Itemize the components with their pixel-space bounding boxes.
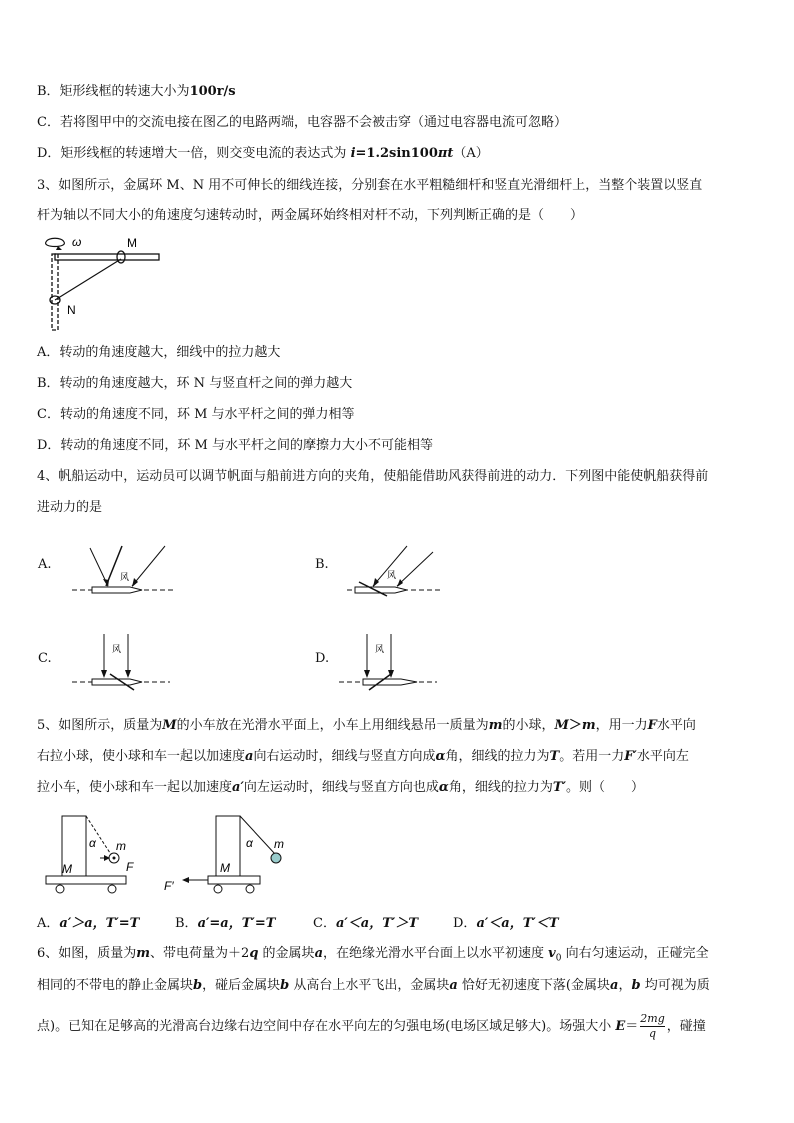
q5-option-d: D．a′＜a，T′＜T bbox=[453, 916, 559, 931]
q3-figure bbox=[38, 232, 168, 332]
q5-f2-m: m bbox=[274, 837, 284, 851]
q3-option-c: C．转动的角速度不同，环 M 与水平杆之间的弹力相等 bbox=[37, 407, 355, 422]
q5-f2-F: F′ bbox=[164, 879, 174, 893]
q6-stem-line2: 相同的不带电的静止金属块b，碰后金属块b 从高台上水平飞出，金属块a 恰好无初速度下落(金属块a，b 均可视为质 bbox=[37, 978, 710, 993]
q3-option-d: D．转动的角速度不同，环 M 与水平杆之间的摩擦力大小不可能相等 bbox=[37, 438, 433, 453]
q4-label-d: D. bbox=[315, 651, 330, 666]
q6-stem-line3: 点)。已知在足够高的光滑高台边缘右边空间中存在水平向左的匀强电场(电场区域足够大)。场强大小 E＝ $\frac{2mg}{q}$ ，碰撞 bbox=[37, 1012, 706, 1040]
q5-option-c: C．a′＜a，T′＞T bbox=[313, 916, 419, 931]
q5-f1-alpha: α bbox=[89, 836, 96, 850]
q3-option-b: B．转动的角速度越大，环 N 与竖直杆之间的弹力越大 bbox=[37, 376, 353, 391]
q5-figure-1 bbox=[40, 810, 150, 900]
q2-option-b: B．矩形线框的转速大小为100r/s bbox=[37, 84, 236, 99]
q5-option-a: A．a′＞a，T′=T bbox=[37, 916, 140, 931]
q3-ring-n-label: N bbox=[67, 303, 76, 317]
q5-f1-F: F bbox=[126, 860, 134, 874]
q4-label-b: B. bbox=[315, 557, 329, 572]
q5-f2-alpha: α bbox=[246, 836, 253, 850]
q4-figure-a bbox=[70, 540, 180, 600]
q5-figure-2 bbox=[160, 810, 300, 900]
q3-ring-m-label: M bbox=[127, 236, 137, 250]
q4-stem-line1: 4、帆船运动中，运动员可以调节帆面与船前进方向的夹角，使船能借助风获得前进的动力．下列图中能使帆船获得前 bbox=[37, 469, 709, 484]
q5-option-b: B．a′=a，T′=T bbox=[175, 916, 276, 931]
q5-f1-m: m bbox=[116, 839, 126, 853]
q2-option-d: D．矩形线框的转速增大一倍，则交变电流的表达式为 i=1.2sin100πt（A） bbox=[37, 146, 489, 161]
q3-stem-line1: 3、如图所示，金属环 M、N 用不可伸长的细线连接，分别套在水平粗糙细杆和竖直光滑细杆上，当整个装置以竖直 bbox=[37, 178, 703, 193]
q5-f1-M: M bbox=[62, 862, 72, 876]
q4-label-a: A. bbox=[38, 557, 52, 572]
q5-f2-M: M bbox=[220, 861, 230, 875]
q4-wind-label-b: 风 bbox=[387, 570, 397, 580]
q3-omega-label: ω bbox=[72, 235, 82, 249]
q6-stem-line1: 6、如图，质量为m、带电荷量为＋2q 的金属块a，在绝缘光滑水平台面上以水平初速度 $v_0$ 向右匀速运动，正碰完全 bbox=[37, 946, 709, 964]
q4-stem-line2: 进动力的是 bbox=[37, 500, 103, 515]
q5-stem-line1: 5、如图所示，质量为M的小车放在光滑水平面上，小车上用细线悬吊一质量为m的小球，M＞m，用一力F水平向 bbox=[37, 718, 696, 733]
q4-figure-d bbox=[337, 632, 447, 696]
q4-wind-label-c: 风 bbox=[112, 644, 122, 654]
q4-figure-c bbox=[70, 632, 180, 696]
q2-option-c: C．若将图甲中的交流电接在图乙的电路两端，电容器不会被击穿（通过电容器电流可忽略） bbox=[37, 115, 567, 130]
q5-stem-line2: 右拉小球，使小球和车一起以加速度a向右运动时，细线与竖直方向成α角，细线的拉力为T。若用一力F′水平向左 bbox=[37, 749, 689, 764]
q4-label-c: C. bbox=[38, 651, 52, 666]
q3-stem-line2: 杆为轴以不同大小的角速度匀速转动时，两金属环始终相对杆不动，下列判断正确的是（ ） bbox=[37, 208, 584, 223]
q4-wind-label-d: 风 bbox=[375, 644, 385, 654]
q6-field-fraction: $\frac{2mg}{q}$ bbox=[640, 1012, 665, 1040]
q5-stem-line3: 拉小车，使小球和车一起以加速度a′向左运动时，细线与竖直方向也成α角，细线的拉力为T′。则（ ） bbox=[37, 780, 645, 795]
q4-figure-b bbox=[345, 540, 455, 600]
q3-option-a: A．转动的角速度越大，细线中的拉力越大 bbox=[37, 345, 281, 360]
q4-wind-label-a: 风 bbox=[120, 572, 130, 582]
